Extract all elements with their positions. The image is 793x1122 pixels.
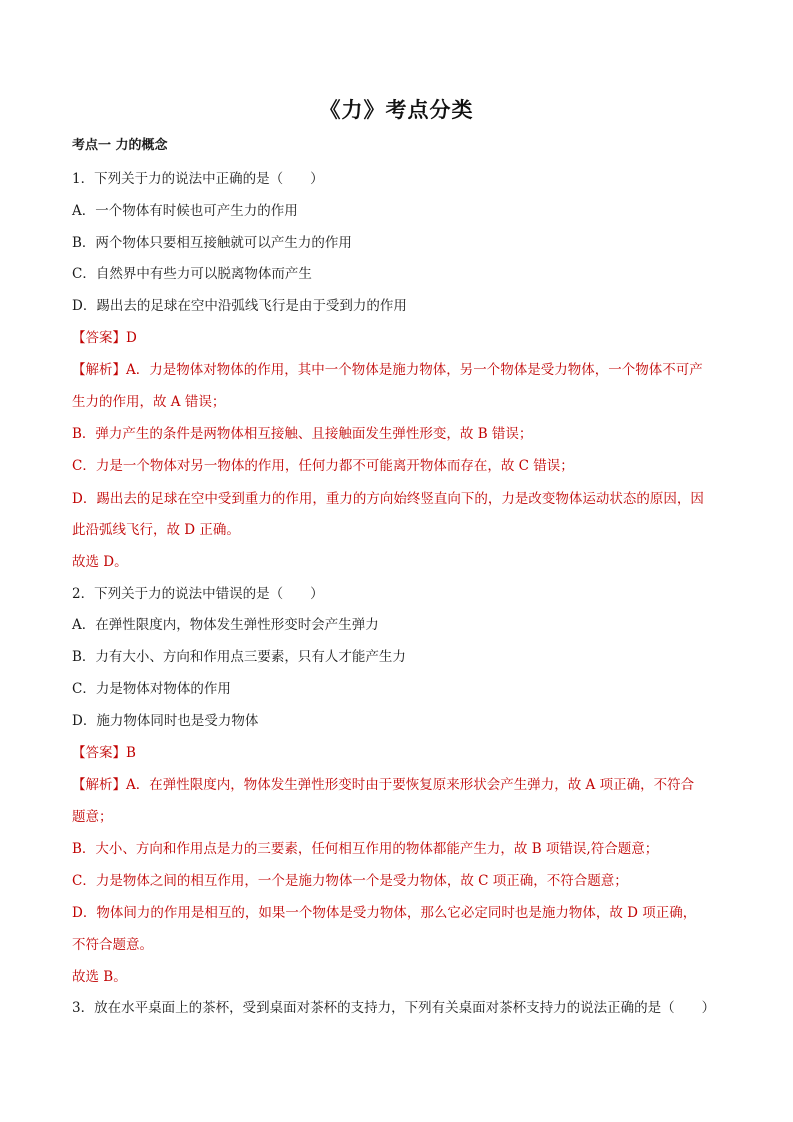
q2-answer: 【答案】B xyxy=(72,745,136,761)
q1-analysis-line: C．力是一个物体对另一物体的作用，任何力都不可能离开物体而存在，故 C 错误； xyxy=(72,458,574,474)
q2-analysis-line: 【解析】A．在弹性限度内，物体发生弹性形变时由于要恢复原来形状会产生弹力，故 A 项正确，不符合 xyxy=(72,777,695,793)
q3-stem: 3．放在水平桌面上的茶杯，受到桌面对茶杯的支持力，下列有关桌面对茶杯支持力的说法正确的是（ ） xyxy=(72,1000,716,1016)
page-title: 《力》考点分类 xyxy=(319,97,474,122)
q1-option-c: C．自然界中有些力可以脱离物体而产生 xyxy=(72,266,312,282)
q2-analysis-line: D．物体间力的作用是相互的，如果一个物体是受力物体，那么它必定同时也是施力物体，故 D 项正确， xyxy=(72,905,697,921)
q1-answer: 【答案】D xyxy=(72,330,137,346)
q1-analysis-line: B．弹力产生的条件是两物体相互接触、且接触面发生弹性形变，故 B 错误； xyxy=(72,426,533,442)
q1-analysis-line: D．踢出去的足球在空中受到重力的作用，重力的方向始终竖直向下的，力是改变物体运动状态的原因，因 xyxy=(72,491,704,507)
q1-analysis-line: 【解析】A．力是物体对物体的作用，其中一个物体是施力物体，另一个物体是受力物体，一个物体不可产 xyxy=(72,362,703,378)
q1-stem: 1．下列关于力的说法中正确的是（ ） xyxy=(72,171,324,187)
q2-option-a: A．在弹性限度内，物体发生弹性形变时会产生弹力 xyxy=(72,617,379,633)
q2-stem: 2．下列关于力的说法中错误的是（ ） xyxy=(72,586,324,602)
q1-option-d: D．踢出去的足球在空中沿弧线飞行是由于受到力的作用 xyxy=(72,298,407,314)
section-heading: 考点一 力的概念 xyxy=(72,138,168,153)
q2-analysis-line: C．力是物体之间的相互作用，一个是施力物体一个是受力物体，故 C 项正确，不符合题意； xyxy=(72,873,628,889)
q2-analysis-line: 题意； xyxy=(72,809,113,825)
q1-analysis-line: 生力的作用，故 A 错误； xyxy=(72,394,226,410)
q2-analysis-line: 不符合题意。 xyxy=(72,937,153,953)
q2-option-c: C．力是物体对物体的作用 xyxy=(72,681,231,697)
q2-conclusion: 故选 B。 xyxy=(72,969,127,985)
q2-option-b: B．力有大小、方向和作用点三要素，只有人才能产生力 xyxy=(72,649,406,665)
q1-analysis-line: 此沿弧线飞行，故 D 正确。 xyxy=(72,522,240,538)
q2-option-d: D．施力物体同时也是受力物体 xyxy=(72,713,259,729)
q1-option-b: B．两个物体只要相互接触就可以产生力的作用 xyxy=(72,235,352,251)
q2-analysis-line: B．大小、方向和作用点是力的三要素，任何相互作用的物体都能产生力，故 B 项错误,符合题意； xyxy=(72,841,659,857)
q1-conclusion: 故选 D。 xyxy=(72,554,128,570)
q1-option-a: A．一个物体有时候也可产生力的作用 xyxy=(72,203,298,219)
